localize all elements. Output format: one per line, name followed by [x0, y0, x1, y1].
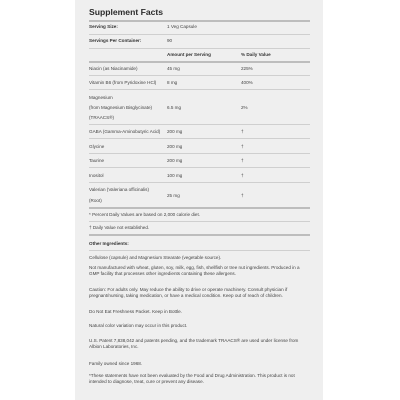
ingredients-paragraph: Cellulose (capsule) and Magnesium Stearate (vegetable source). [89, 255, 222, 260]
family-owned-paragraph: Family owned since 1968. [89, 361, 143, 366]
color-variation-paragraph: Natural color variation may occur in this product. [89, 323, 188, 328]
nutrient-daily-value: † [241, 158, 244, 163]
panel-title: Supplement Facts [89, 7, 164, 17]
nutrient-amount: 45 mg [167, 66, 180, 71]
daily-value-column-header: % Daily Value [241, 52, 271, 57]
serving-size-value: 1 Veg Capsule [167, 24, 197, 29]
divider [89, 124, 310, 125]
nutrient-name: Inositol [89, 173, 104, 178]
nutrient-amount: 25 mg [167, 193, 180, 198]
fda-disclaimer-paragraph: *These statements have not been evaluated by the Food and Drug Administration. This product is not intended to diagnose, treat, cure or prevent any disease. [89, 373, 295, 384]
nutrient-name: Magnesium [89, 95, 113, 100]
divider [89, 75, 310, 76]
servings-per-container-value: 90 [167, 38, 173, 43]
divider [89, 153, 310, 154]
divider [89, 48, 310, 49]
divider [89, 61, 310, 63]
nutrient-amount: 200 mg [167, 158, 183, 163]
divider [89, 167, 310, 168]
nutrient-daily-value: 225% [241, 66, 253, 71]
servings-per-container-label: Servings Per Container: [89, 38, 142, 43]
divider [89, 250, 310, 251]
nutrient-name: Niacin (as Niacinamide) [89, 66, 138, 71]
nutrient-amount: 100 mg [167, 173, 183, 178]
divider [89, 20, 310, 22]
amount-column-header: Amount per Serving [167, 52, 211, 57]
patent-paragraph: U.S. Patent 7,838,042 and patents pending, and the trademark TRAACS® are used under license from Albion Laboratories, Inc. [89, 338, 299, 349]
nutrient-name-line: (from Magnesium Bisglycinate) [89, 105, 153, 110]
nutrient-name-line: (TRAACS®) [89, 115, 115, 120]
nutrient-name: GABA (Gamma-Aminobutyric Acid) [89, 129, 161, 134]
nutrient-daily-value: † [241, 144, 244, 149]
caution-paragraph: Caution: For adults only. May reduce the ability to drive or operate machinery. Consult physician if pregnant/nursing, taking medication, or have a medical condition. Keep out of reach of children. [89, 287, 288, 298]
divider [89, 221, 310, 222]
nutrient-amount: 200 mg [167, 129, 183, 134]
other-ingredients-heading: Other Ingredients: [89, 241, 129, 246]
nutrient-amount: 8 mg [167, 80, 178, 85]
nutrient-daily-value: † [241, 129, 244, 134]
divider [89, 207, 310, 209]
nutrient-daily-value: 2% [241, 105, 248, 110]
nutrient-name: Glycine [89, 144, 105, 149]
nutrient-daily-value: 400% [241, 80, 253, 85]
allergen-paragraph: Not manufactured with wheat, gluten, soy, milk, egg, fish, shellfish or tree nut ingredients. Produced in a GMP facility that processes other ingredients containing these allergens. [89, 265, 300, 276]
serving-size-label: Serving Size: [89, 24, 118, 29]
nutrient-name: Vitamin B6 (from Pyridoxine HCl) [89, 80, 157, 85]
nutrient-daily-value: † [241, 193, 244, 198]
divider [89, 234, 310, 236]
nutrient-name-line: (Root) [89, 198, 102, 203]
nutrient-amount: 200 mg [167, 144, 183, 149]
nutrient-name: Valerian (Valeriana officinalis) [89, 187, 150, 192]
divider [89, 34, 310, 35]
divider [89, 138, 310, 139]
supplement-facts-panel [75, 0, 323, 400]
footnote: † Daily Value not established. [89, 225, 150, 230]
nutrient-daily-value: † [241, 173, 244, 178]
freshness-paragraph: Do Not Eat Freshness Packet. Keep in Bottle. [89, 309, 182, 314]
footnote: * Percent Daily Values are based on 2,000 calorie diet. [89, 212, 200, 217]
nutrient-name: Taurine [89, 158, 105, 163]
nutrient-amount: 6.5 mg [167, 105, 182, 110]
divider [89, 182, 310, 183]
divider [89, 89, 310, 90]
